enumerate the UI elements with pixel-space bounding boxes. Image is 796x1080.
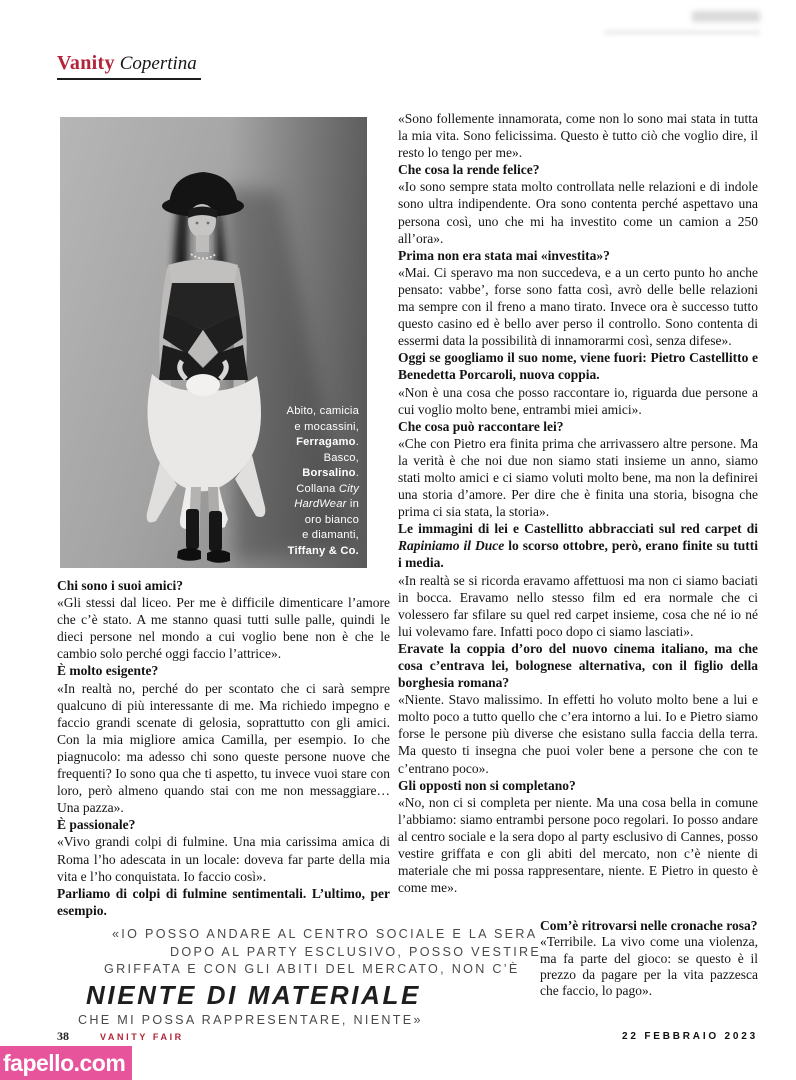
pull-quote-line: GRIFFATA E CON GLI ABITI DEL MERCATO, NON C’È xyxy=(104,962,520,976)
interview-answer: «Non è una cosa che posso raccontare io, riguarda due persone a cui voglio molto bene, entrambi miei amici». xyxy=(398,384,758,417)
interview-question: Parliamo di colpi di fulmine sentimentali. L’ultimo, per esempio. xyxy=(57,885,390,918)
interview-question: Che cosa può raccontare lei? xyxy=(398,418,564,434)
interview-answer: «Sono follemente innamorata, come non lo sono mai stata in tutta la mia vita. Sono felicissima. Questo è tutto ciò che voglio dire, il resto lo tengo per me». xyxy=(398,111,758,161)
interview-question: Oggi se googliamo il suo nome, viene fuori: Pietro Castellitto e Benedetta Porcaroli, nuova coppia. xyxy=(398,350,758,383)
footer-date: 22 FEBBRAIO 2023 xyxy=(622,1031,758,1042)
photo-caption-line: Tiffany & Co. xyxy=(287,544,359,557)
interview-question: Prima non era stata mai «investita»? xyxy=(398,247,610,263)
interview-answer: «No, non ci si completa per niente. Ma una cosa bella in comune l’abbiamo: siamo entrambi persone poco regolari. Io posso andare al centro sociale e la sera dopo al party esclusivo di Cannes, posso vestire griffata e con gli abiti del mercato, non c’è niente di materiale che mi possa rappresentare, niente. E Pietro in questo è come me». xyxy=(398,794,758,896)
photo-caption-line: Abito, camicia xyxy=(286,405,359,417)
interview-answer: «In realtà no, perché do per scontato che ci sarà sempre qualcuno di più interessante di me. Ma richiedo impegno e faccio grandi scenate di gelosia, soprattutto con gli amici. Con la mia migliore amica Camilla, per esempio. Io che piagnucolo: ma adesso chi sono queste persone nuove che frequenti? Io sono qua che ti aspetto, tu invece vuoi stare con loro, però almeno quando stai con me non messaggiare… Una pazza». xyxy=(57,680,390,816)
interview-answer: «Mai. Ci speravo ma non succedeva, e a un certo punto ho anche pensato: vabbe’, forse sono fatta così, avrò delle belle relazioni ma sempre con il freno a mano tirato. Invece ora è successo tutto questo casino ed è bello aver perso il controllo. Sono contenta di essermi data la possibilità di innamorarmi così, senza difese». xyxy=(398,264,758,349)
pull-quote-emphasis: NIENTE DI MATERIALE xyxy=(86,979,421,1010)
interview-answer: «Gli stessi dal liceo. Per me è difficile dimenticare l’amore che c’è stato. A me stanno quasi tutti sulle palle, quindi le dieci persone nel mondo a cui voglio bene non è che le cambio solo perché oggi faccio l’attrice». xyxy=(57,595,390,662)
watermark-text: fapello.com xyxy=(3,1049,126,1076)
interview-answer: «Io sono sempre stata molto controllata nelle relazioni e di indole sono ultra indipendente. Ora sono contenta perché aspettavo una persona così, uno che mi ha investito come un camion a 250 all’ora». xyxy=(398,179,758,246)
interview-answer: «Niente. Stavo malissimo. In effetti ho voluto molto bene a lui e molto poco a tutto quello che c’era intorno a lui. Io e Pietro siamo forse le persone più diverse che esistano sulla faccia della terra. Ma questo ti insegna che puoi voler bene a persone che con te c’entrano poco». xyxy=(398,692,758,776)
interview-question: Chi sono i suoi amici? xyxy=(57,578,184,593)
interview-right-column-bottom xyxy=(540,918,758,999)
photo-caption-line: e diamanti, xyxy=(302,529,359,541)
interview-question: È molto esigente? xyxy=(57,663,159,679)
photo-caption-line: Borsalino. xyxy=(302,467,359,479)
photo-caption-line: Ferragamo. xyxy=(296,436,359,448)
photo-caption-line: e mocassini, xyxy=(294,420,359,433)
interview-answer: «Vivo grandi colpi di fulmine. Una mia carissima amica di Roma l’ho adescata in un locale: doveva far parte della mia vita e l’ho conquistata. Io faccio così». xyxy=(57,834,390,884)
faint-print-smudge xyxy=(692,11,760,22)
interview-question: È passionale? xyxy=(57,817,136,833)
portrait-photo xyxy=(60,117,367,568)
interview-question: Le immagini di lei e Castellitto abbracciati sul red carpet di Rapiniamo il Duce lo scorso ottobre, però, erano finite su tutti i media. xyxy=(398,521,758,571)
photo-caption-line: HardWear in xyxy=(294,498,359,510)
interview-question: Eravate la coppia d’oro del nuovo cinema italiano, ma che cosa c’entrava lei, bolognese alternativa, con il figlio della borghesia romana? xyxy=(398,640,758,691)
interview-question: Com’è ritrovarsi nelle cronache rosa? xyxy=(540,918,758,933)
interview-answer: «Terribile. La vivo come una violenza, ma fa parte del gioco: se questo è il prezzo da pagare per la vita pazzesca che faccio, lo pago». xyxy=(540,934,758,999)
photo-caption-line: Collana City xyxy=(296,482,359,495)
brand-logo: Vanity xyxy=(57,52,115,74)
pull-quote-line: DOPO AL PARTY ESCLUSIVO, POSSO VESTIRE xyxy=(170,944,542,959)
magazine-header xyxy=(57,52,201,80)
interview-answer: «Che con Pietro era finita prima che arrivassero altre persone. Ma la verità è che noi due non siamo stati insieme un anno, siamo stati molto amici e ci siamo voluti molto bene, ma non la definirei una storia d’amore. Per dire che è finita una storia, bisogna che prima ci sia stata, la storia». xyxy=(398,435,758,520)
interview-left-column xyxy=(57,577,390,919)
footer-magazine-name: VANITY FAIR xyxy=(100,1032,184,1042)
watermark-bar xyxy=(0,1046,132,1080)
interview-question: Che cosa la rende felice? xyxy=(398,162,540,178)
pull-quote xyxy=(60,926,542,1029)
photo-caption-line: oro bianco xyxy=(304,513,359,526)
photo-caption-line: Basco, xyxy=(323,451,359,464)
faint-print-smudge xyxy=(604,30,760,35)
footer-page-number: 38 xyxy=(57,1029,69,1043)
interview-answer: «In realtà se si ricorda eravamo affettuosi ma non ci siamo baciati in bocca. Eravamo nello stesso film ed era normale che ci volessero far sfilare su quel red carpet insieme, cosa che né io né lui volevamo fare. Infatti poco dopo ci siamo lasciati». xyxy=(398,572,758,639)
pull-quote-line: CHE MI POSSA RAPPRESENTARE, NIENTE» xyxy=(78,1012,423,1027)
pull-quote-line: «IO POSSO ANDARE AL CENTRO SOCIALE E LA SERA xyxy=(112,927,538,941)
photo-caption xyxy=(287,404,359,559)
interview-question: Gli opposti non si completano? xyxy=(398,777,576,793)
section-label: Copertina xyxy=(119,53,197,74)
interview-right-column xyxy=(398,110,758,896)
